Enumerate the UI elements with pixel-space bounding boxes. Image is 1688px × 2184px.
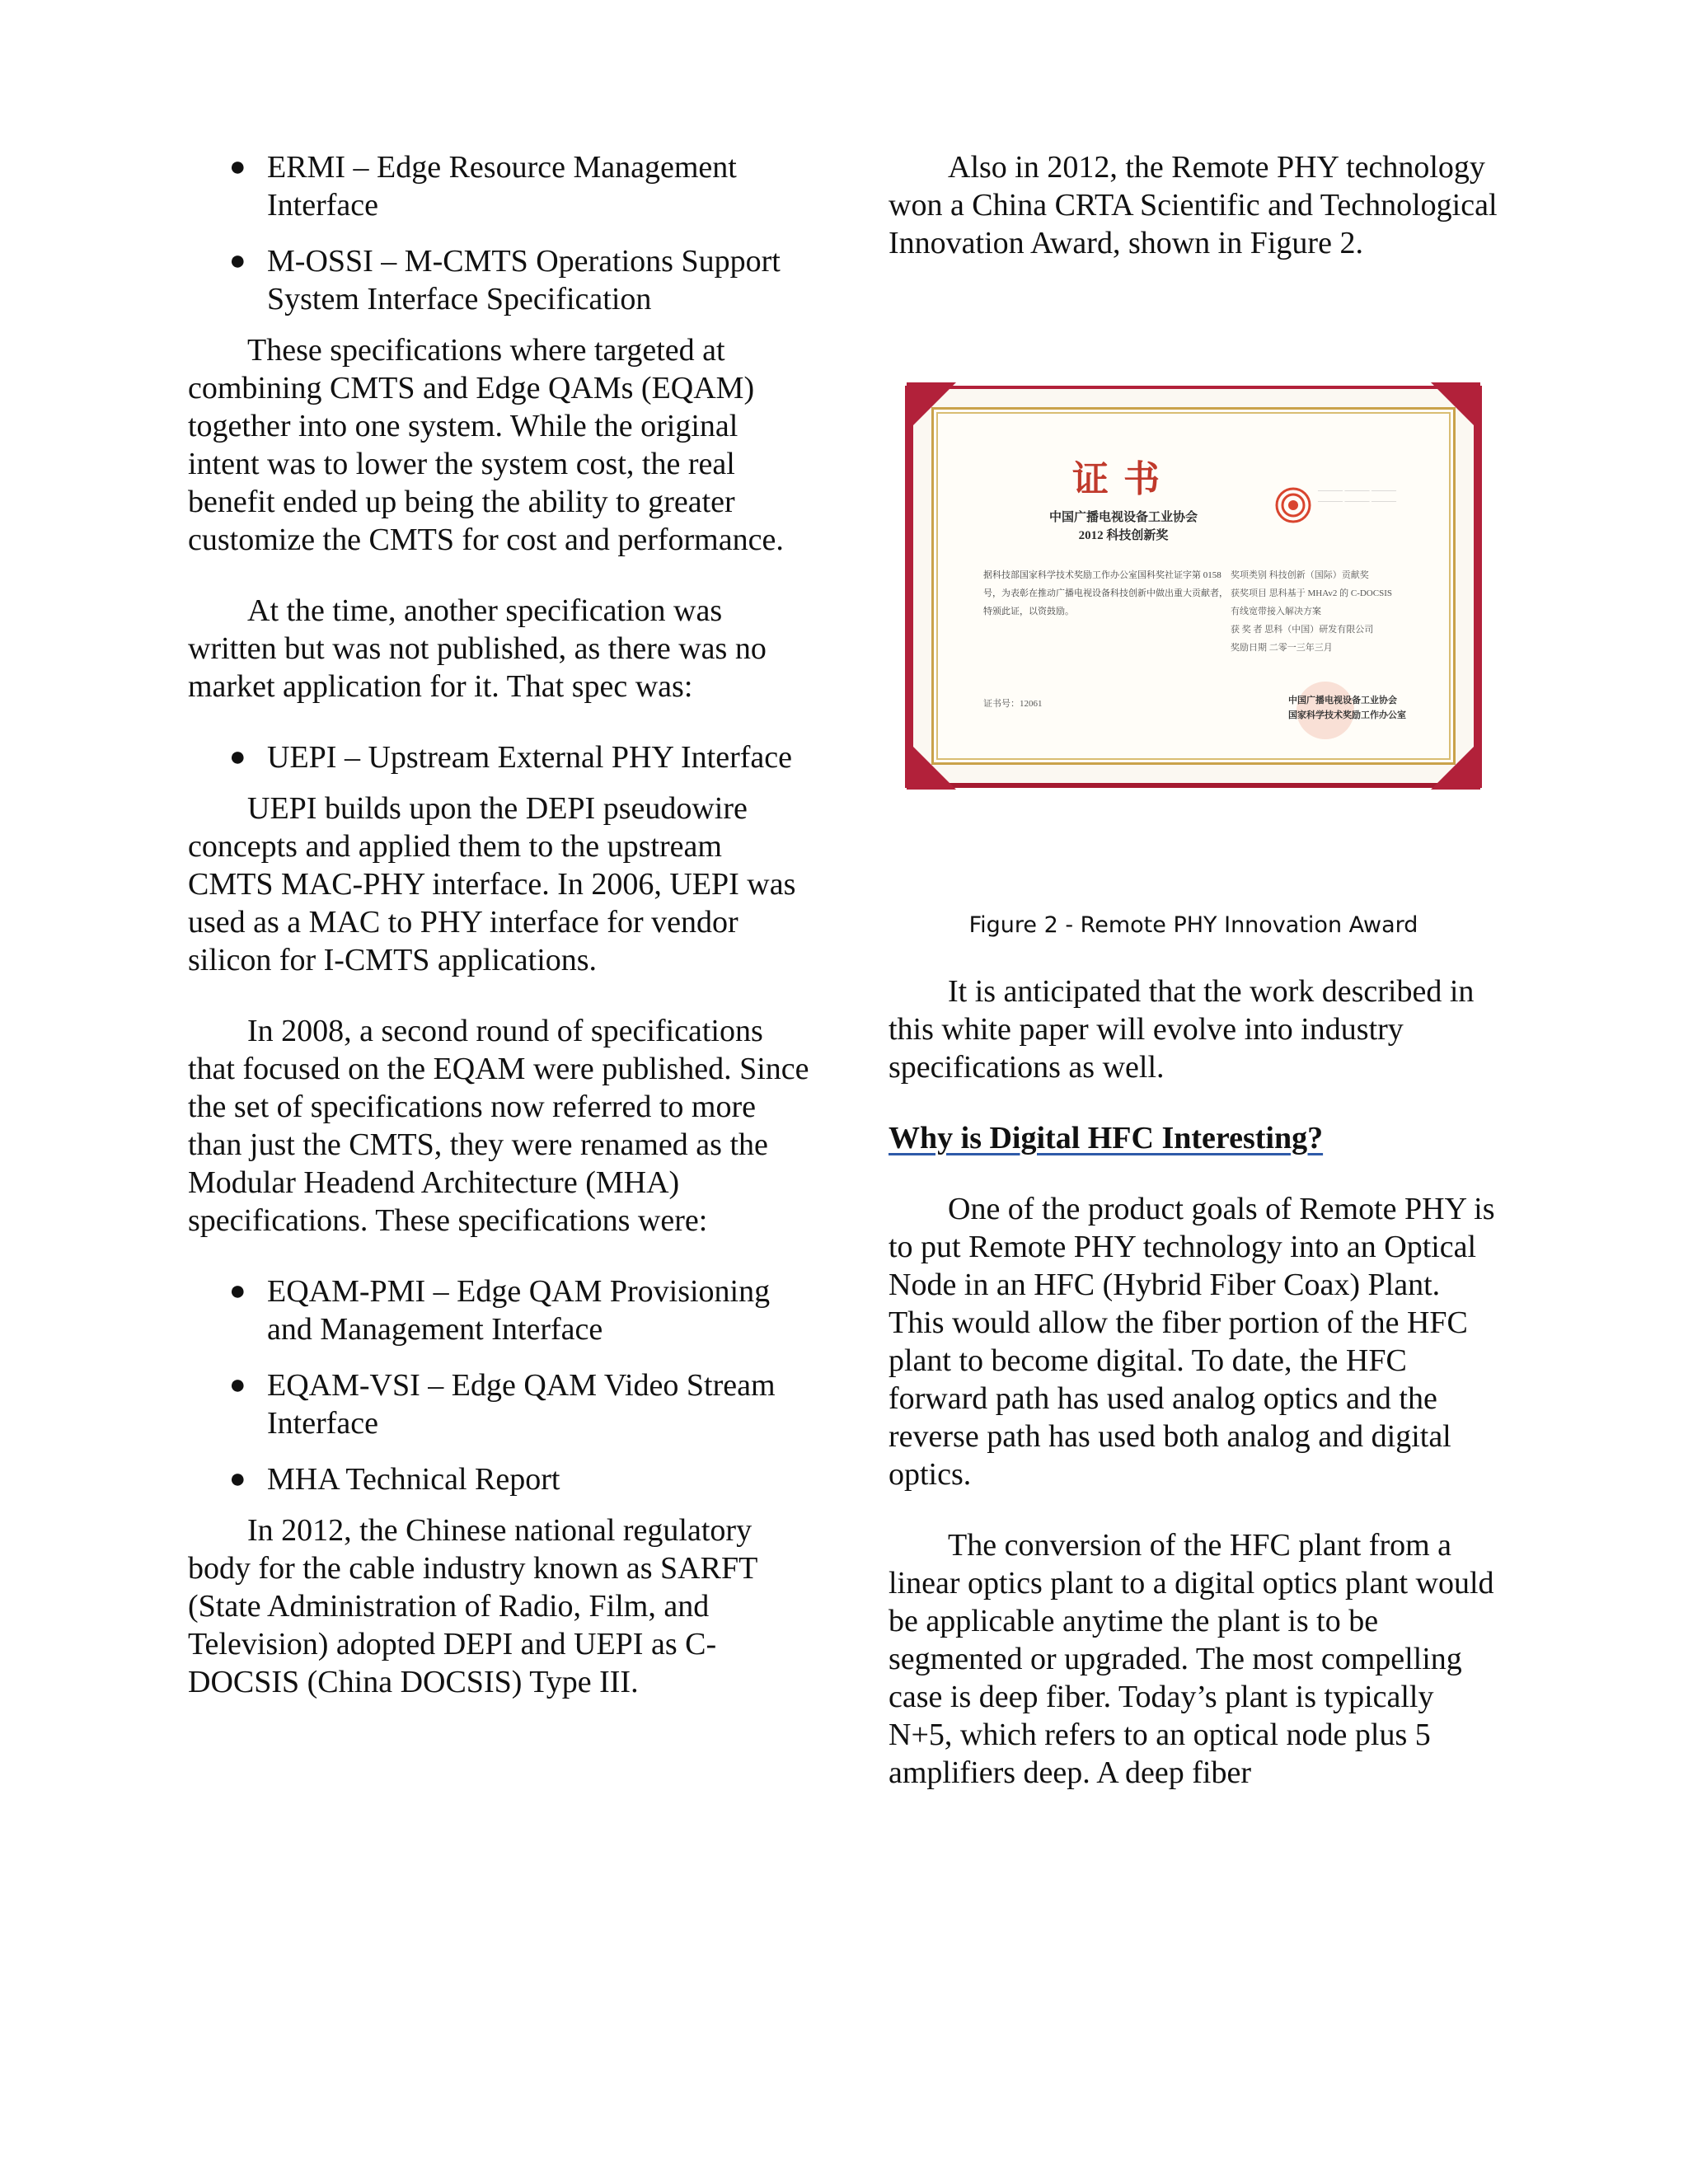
bullet-list-2 — [188, 738, 814, 776]
bullet-list-3 — [188, 1272, 814, 1498]
bullet-list-1 — [188, 148, 814, 318]
certificate-subtitle: 中国广播电视设备工业协会 2012 科技创新奖 — [1048, 511, 1198, 542]
paragraph: In 2012, the Chinese national regulatory body for the cable industry known as SARFT (State Administration of Radio, Film, and Television) adopted DEPI and UEPI as C-DOCSIS (China DOCSIS) Type III. — [188, 1513, 757, 1699]
association-logo-icon — [1273, 485, 1313, 525]
figure-caption: Figure 2 - Remote PHY Innovation Award — [968, 912, 1418, 938]
bullet-icon: ● — [229, 1370, 246, 1400]
list-item: ● EQAM-PMI – Edge QAM Provisioning and Management Interface — [229, 1274, 771, 1347]
list-item: ● UEPI – Upstream External PHY Interface — [229, 740, 792, 775]
certificate-frame — [931, 407, 1456, 765]
paragraph: At the time, another specification was written but was not published, as there was no market application for it. That spec was: — [188, 593, 767, 704]
certificate-issuer: 中国广播电视设备工业协会 国家科学技术奖励工作办公室 — [1288, 696, 1406, 720]
certificate-body: 据科技部国家科学技术奖励工作办公室国科奖社证字第 0158 号，为表彰在推动广播电视设备科技创新中做出重大贡献者，特颁此证，以资鼓励。 — [983, 570, 1228, 616]
bullet-icon: ● — [229, 246, 246, 276]
paragraph: Also in 2012, the Remote PHY technology won a China CRTA Scientific and Technological Innovation Award, shown in Figure 2. — [889, 150, 1498, 260]
corner-ribbon-icon — [907, 740, 956, 790]
bullet-icon: ● — [229, 742, 246, 772]
certificate-title: 证书 — [1072, 459, 1175, 499]
paragraph: In 2008, a second round of specifications that focused on the EQAM were published. Since the set of specifications now referred to more than just the CMTS, they were renamed as the Modular Headend Architecture (MHA) specifications. These specifications were: — [188, 1014, 809, 1238]
bullet-icon: ● — [229, 1276, 246, 1306]
list-item: ● MHA Technical Report — [229, 1462, 560, 1497]
certificate-details: 奖项类别 科技创新（国际）贡献奖 获奖项目 思科基于 MHAv2 的 C-DOCSIS 有线宽带接入解决方案 获 奖 者 思科（中国）研发有限公司 奖励日期 二零一三年三月 — [1231, 570, 1392, 653]
bullet-icon: ● — [229, 152, 246, 182]
left-column — [188, 148, 814, 1701]
section-heading: Why is Digital HFC Interesting? — [889, 1121, 1324, 1155]
list-item: ● ERMI – Edge Resource Management Interface — [229, 150, 737, 223]
paragraph: One of the product goals of Remote PHY is to put Remote PHY technology into an Optical Node in an HFC (Hybrid Fiber Coax) Plant. This would allow the fiber portion of the HFC plant to become digital. To date, the HFC forward path has used analog optics and the reverse path has used both analog and digital optics. — [889, 1192, 1495, 1492]
paragraph: These specifications where targeted at combining CMTS and Edge QAMs (EQAM) together into one system. While the original intent was to lower the system cost, the real benefit ended up being the ability to greater customize the CMTS for cost and performance. — [188, 333, 784, 557]
paragraph: The conversion of the HFC plant from a linear optics plant to a digital optics plant would be applicable anytime the plant is to be segmented or upgraded. The most compelling case is deep fiber. Today’s plant is typically N+5, which refers to an optical node plus 5 amplifiers deep. A deep fiber — [889, 1528, 1494, 1790]
certificate-number: 证书号：12061 — [983, 699, 1043, 709]
corner-ribbon-icon — [907, 382, 956, 432]
paragraph: UEPI builds upon the DEPI pseudowire concepts and applied them to the upstream CMTS MAC-PHY interface. In 2006, UEPI was used as a MAC to PHY interface for vendor silicon for I-CMTS applications. — [188, 791, 796, 977]
corner-ribbon-icon — [1431, 382, 1480, 432]
logo-caption: ——— ——— ——— ——— ——— ——— — [1318, 486, 1396, 506]
award-certificate-image — [905, 386, 1482, 788]
corner-ribbon-icon — [1431, 740, 1480, 790]
paragraph: It is anticipated that the work described in this white paper will evolve into industry specifications as well. — [889, 974, 1475, 1085]
right-column — [889, 148, 1498, 1792]
list-item: ● M-OSSI – M-CMTS Operations Support System Interface Specification — [229, 244, 781, 316]
bullet-icon: ● — [229, 1464, 246, 1494]
list-item: ● EQAM-VSI – Edge QAM Video Stream Interface — [229, 1368, 776, 1441]
